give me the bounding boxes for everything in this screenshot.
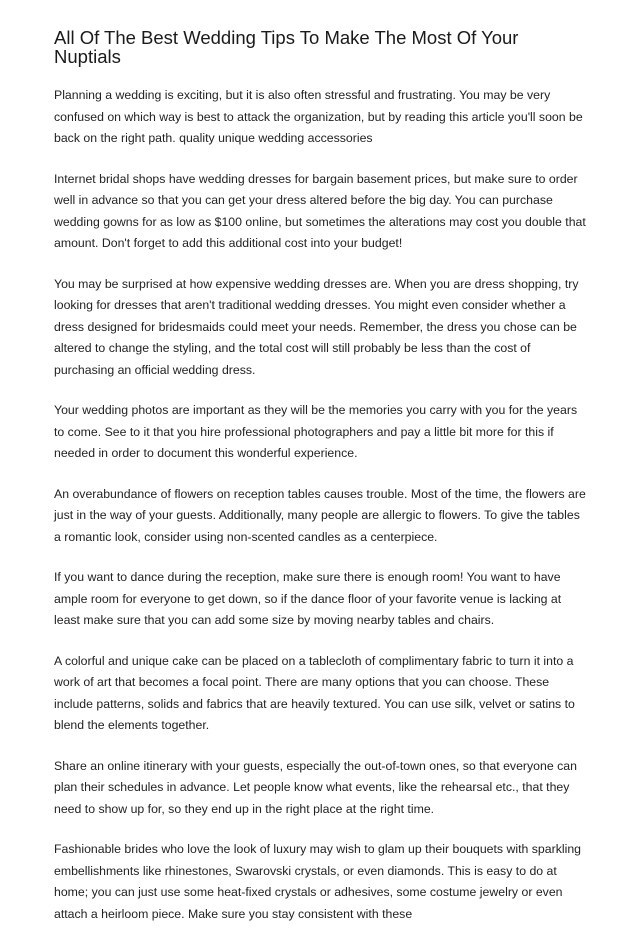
page-title: All Of The Best Wedding Tips To Make The Most Of Your Nuptials <box>54 27 519 67</box>
paragraph: If you want to dance during the reception, make sure there is enough room! You want to have ample room for everyone to get down, so if the dance floor of your favorite venue is lacking at least make sure that you can add some size by moving nearby tables and chairs. <box>54 570 562 627</box>
paragraph: An overabundance of flowers on reception tables causes trouble. Most of the time, the flowers are just in the way of your guests. Additionally, many people are allergic to flowers. To give the tables a romantic look, consider using non-scented candles as a centerpiece. <box>54 486 586 544</box>
article-body <box>54 85 588 925</box>
document-page <box>54 0 588 944</box>
paragraph: Planning a wedding is exciting, but it is also often stressful and frustrating. You may be very confused on which way is best to attack the organization, but by reading this article you'll soon be back on the right path. quality unique wedding accessories <box>54 88 583 145</box>
paragraph: Share an online itinerary with your guests, especially the out-of-town ones, so that everyone can plan their schedules in advance. Let people know what events, like the rehearsal etc., that they need to show up for, so they end up in the right place at the right time. <box>54 758 577 816</box>
paragraph: You may be surprised at how expensive wedding dresses are. When you are dress shopping, try looking for dresses that aren't traditional wedding dresses. You might even consider whether a dress designed for bridesmaids could meet your needs. Remember, the dress you chose can be altered to change the styling, and the total cost will still probably be less than the cost of purchasing an official wedding dress. <box>54 276 579 377</box>
paragraph: Internet bridal shops have wedding dresses for bargain basement prices, but make sure to order well in advance so that you can get your dress altered before the big day. You can purchase wedding gowns for as low as $100 online, but sometimes the alterations may cost you double that amount. Don't forget to add this additional cost into your budget! <box>54 171 586 250</box>
paragraph: A colorful and unique cake can be placed on a tablecloth of complimentary fabric to turn it into a work of art that becomes a focal point. There are many options that you can choose. These include patterns, solids and fabrics that are heavily textured. You can use silk, velvet or satins to blend the elements together. <box>54 653 575 732</box>
paragraph: Fashionable brides who love the look of luxury may wish to glam up their bouquets with sparkling embellishments like rhinestones, Swarovski crystals, or even diamonds. This is easy to do at home; you can just use some heat-fixed crystals or adhesives, some costume jewelry or even attach a heirloom piece. Make sure you stay consistent with these <box>54 842 581 921</box>
paragraph: Your wedding photos are important as they will be the memories you carry with you for the years to come. See to it that you hire professional photographers and pay a little bit more for this if needed in order to document this wonderful experience. <box>54 403 578 460</box>
